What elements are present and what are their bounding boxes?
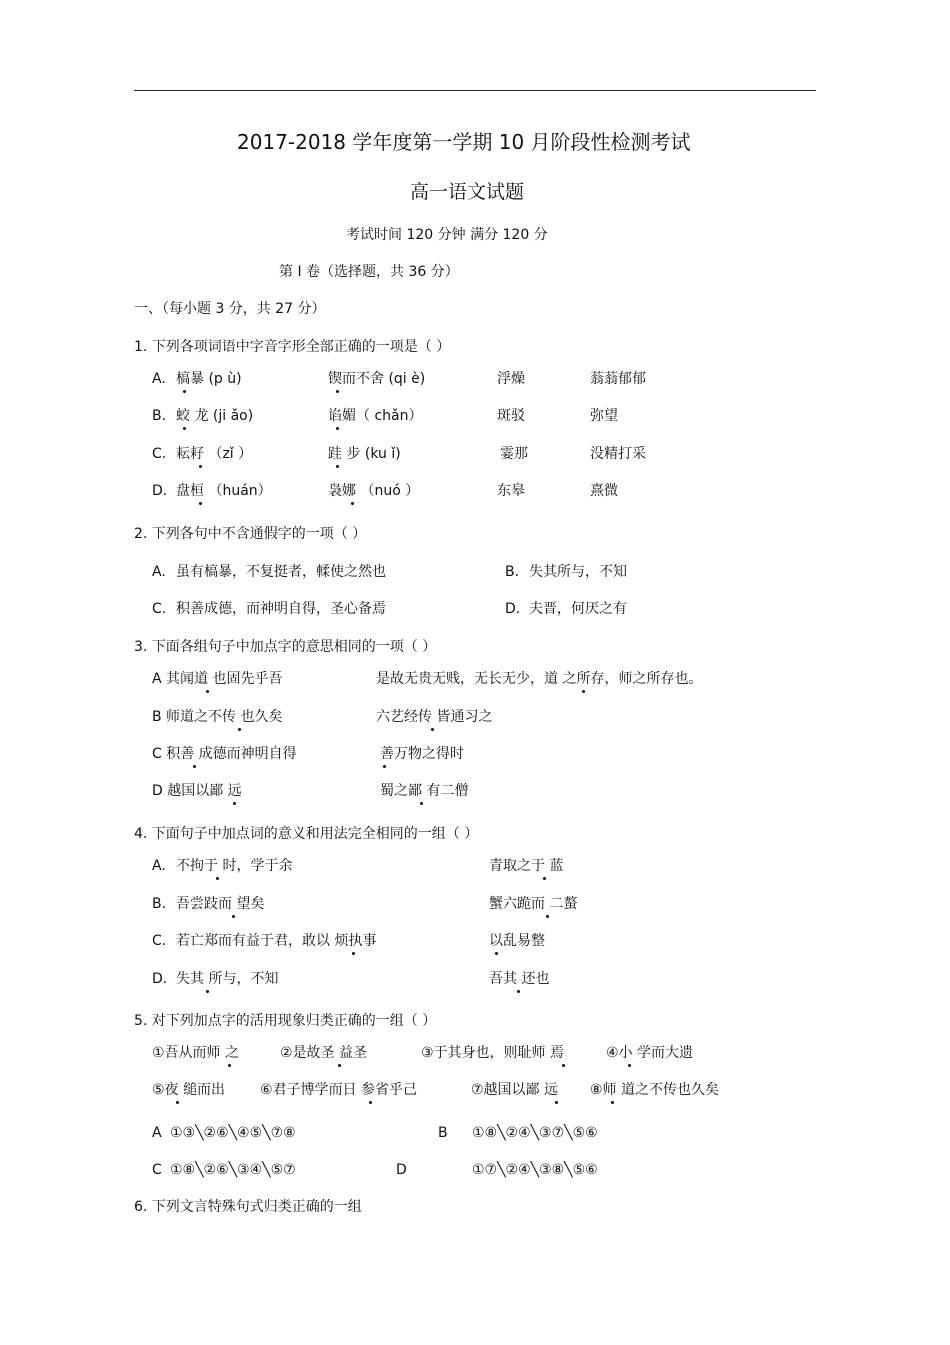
emphasis-dot (216, 877, 219, 880)
q1-option-cell: 槁暴 (p ù) (176, 371, 242, 387)
q1-option-cell: 蛟 龙 (ji ǎo) (176, 408, 254, 424)
q5-stem: 5. 对下列加点字的活用现象归类正确的一组（ ） (134, 1013, 437, 1029)
q1-option-label: C. (152, 446, 167, 462)
q1-option-label: A. (152, 371, 166, 387)
emphasis-dot (338, 1064, 341, 1067)
emphasis-dot (546, 915, 549, 918)
exam-subtitle: 高一语文试题 (410, 181, 525, 203)
q3-left: B 师道之不传 也久矣 (152, 709, 283, 725)
q4-right: 以乱易整 (489, 933, 545, 949)
emphasis-dot (336, 390, 339, 393)
emphasis-dot (517, 990, 520, 993)
q4-right: 青取之于 蓝 (489, 858, 564, 874)
q1-option-cell: 盘桓 （huán） (176, 483, 272, 499)
q3-left: D 越国以鄙 远 (152, 783, 242, 799)
emphasis-dot (228, 1064, 231, 1067)
q1-option-cell: 谄媚（ chǎn） (328, 408, 423, 424)
q1-option-cell: 蓊蓊郁郁 (590, 371, 646, 387)
emphasis-dot (199, 465, 202, 468)
q3-right: 善万物之得时 (380, 746, 464, 762)
emphasis-dot (352, 952, 355, 955)
q1-option-cell: 耘耔 （zǐ ） (176, 446, 253, 462)
emphasis-dot (383, 765, 386, 768)
q1-option-cell: 霎那 (500, 446, 528, 462)
q4-stem: 4. 下面句子中加点词的意义和用法完全相同的一组（ ） (134, 826, 479, 842)
q5-option-text: ①⑧╲②⑥╲③④╲⑤⑦ (170, 1162, 296, 1178)
q4-option-label: C. (152, 933, 167, 949)
q1-option-label: B. (152, 408, 167, 424)
q4-right: 蟹六跪而 二螯 (489, 896, 578, 912)
q4-right: 吾其 还也 (489, 971, 550, 987)
q5-option-text: ①③╲②⑥╲④⑤╲⑦⑧ (170, 1125, 296, 1141)
emphasis-dot (495, 952, 498, 955)
q2-option-text: 虽有槁暴，不复挺者，輮使之然也 (176, 564, 386, 580)
q5-item: ⑤夜 缒而出 (152, 1082, 226, 1098)
q5-item: ①吾从而师 之 (152, 1045, 240, 1061)
emphasis-dot (336, 465, 339, 468)
q4-left: 吾尝跂而 望矣 (176, 896, 265, 912)
q1-option-cell: 锲而不舍 (qi è) (328, 371, 426, 387)
q4-option-label: B. (152, 896, 167, 912)
q1-option-cell: 东皋 (497, 483, 525, 499)
q1-option-cell: 没精打采 (590, 446, 646, 462)
q5-item: ④小 学而大遗 (606, 1045, 694, 1061)
emphasis-dot (206, 690, 209, 693)
q4-left: 失其 所与，不知 (176, 971, 279, 987)
q2-option-label: A. (152, 564, 166, 580)
emphasis-dot (611, 1101, 614, 1104)
emphasis-dot (420, 802, 423, 805)
q2-option-label: D. (505, 601, 521, 617)
q5-item: ⑥君子博学而日 参省乎己 (260, 1082, 418, 1098)
q6-stem: 6. 下列文言特殊句式归类正确的一组 (134, 1199, 362, 1215)
q2-option-text: 积善成德，而神明自得，圣心备焉 (176, 601, 386, 617)
q2-option-text: 夫晋，何厌之有 (529, 601, 627, 617)
emphasis-dot (183, 390, 186, 393)
emphasis-dot (543, 877, 546, 880)
exam-info: 考试时间 120 分钟 满分 120 分 (346, 227, 548, 243)
top-rule (134, 90, 816, 91)
emphasis-dot (336, 427, 339, 430)
emphasis-dot (351, 502, 354, 505)
emphasis-dot (555, 1101, 558, 1104)
q3-right: 六艺经传 皆通习之 (376, 709, 493, 725)
q5-item: ⑦越国以鄙 远 (471, 1082, 559, 1098)
q1-option-label: D. (152, 483, 168, 499)
q5-option-label: C (152, 1162, 162, 1178)
emphasis-dot (562, 1064, 565, 1067)
q4-option-label: D. (152, 971, 168, 987)
q3-left: C 积善 成德而神明自得 (152, 746, 297, 762)
q3-stem: 3. 下面各组句子中加点字的意思相同的一项（ ） (134, 639, 437, 655)
q5-option-label: D (396, 1162, 407, 1178)
q3-right: 是故无贵无贱，无长无少，道 之所存，师之所存也。 (376, 671, 703, 687)
q5-option-text: ①⑦╲②④╲③⑧╲⑤⑥ (472, 1162, 598, 1178)
emphasis-dot (431, 728, 434, 731)
q1-option-cell: 跬 步 (ku ǐ) (328, 446, 401, 462)
q5-option-label: B (438, 1125, 448, 1141)
q1-option-cell: 袅娜 （nuó ） (328, 483, 420, 499)
emphasis-dot (176, 1101, 179, 1104)
q5-item: ②是故圣 益圣 (280, 1045, 368, 1061)
q4-left: 若亡郑而有益于君，敢以 烦执事 (176, 933, 377, 949)
q2-option-label: C. (152, 601, 167, 617)
emphasis-dot (628, 1064, 631, 1067)
q5-option-text: ①⑧╲②④╲③⑦╲⑤⑥ (472, 1125, 598, 1141)
q1-option-cell: 浮燥 (497, 371, 525, 387)
q5-item: ⑧师 道之不传也久矣 (590, 1082, 720, 1098)
emphasis-dot (238, 728, 241, 731)
emphasis-dot (232, 915, 235, 918)
q1-option-cell: 熹微 (590, 483, 618, 499)
section-heading: 一、（每小题 3 分，共 27 分） (134, 301, 326, 317)
volume-heading: 第 I 卷（选择题，共 36 分） (279, 264, 459, 280)
q1-option-cell: 弥望 (590, 408, 618, 424)
emphasis-dot (369, 1101, 372, 1104)
q3-left: A 其闻道 也固先乎吾 (152, 671, 283, 687)
q2-option-label: B. (505, 564, 520, 580)
emphasis-dot (582, 690, 585, 693)
emphasis-dot (206, 990, 209, 993)
q5-item: ③于其身也，则耻师 焉 (421, 1045, 565, 1061)
q1-stem: 1. 下列各项词语中字音字形全部正确的一项是（ ） (134, 339, 451, 355)
exam-title: 2017-2018 学年度第一学期 10 月阶段性检测考试 (237, 130, 691, 154)
q5-option-label: A (152, 1125, 162, 1141)
emphasis-dot (233, 802, 236, 805)
q2-stem: 2. 下列各句中不含通假字的一项（ ） (134, 526, 367, 542)
q1-option-cell: 斑驳 (497, 408, 525, 424)
q2-option-text: 失其所与，不知 (529, 564, 627, 580)
q4-option-label: A. (152, 858, 166, 874)
q3-right: 蜀之鄙 有二僧 (380, 783, 469, 799)
emphasis-dot (199, 502, 202, 505)
emphasis-dot (183, 427, 186, 430)
emphasis-dot (193, 765, 196, 768)
q4-left: 不拘于 时，学于余 (176, 858, 293, 874)
